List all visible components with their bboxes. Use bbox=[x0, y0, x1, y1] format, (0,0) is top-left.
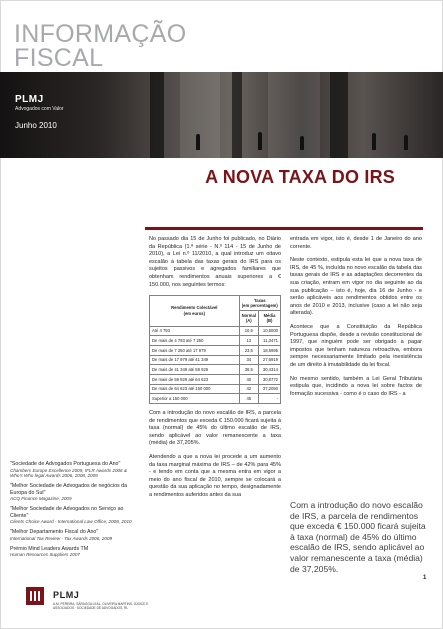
award-source: Human Resources Suppliers 2007 bbox=[10, 552, 80, 558]
banner-pillar bbox=[232, 72, 242, 158]
awards-list bbox=[10, 461, 138, 562]
header-rates-label: Taxas bbox=[254, 297, 266, 303]
banner-figure bbox=[372, 133, 376, 150]
banner-figure bbox=[404, 135, 408, 150]
award-source: Clients Choice Award - International Law Office, 2008, 2010 bbox=[10, 519, 132, 525]
cell-income: De mais de 17 979 até 41 349 bbox=[150, 355, 240, 365]
banner-background bbox=[0, 72, 443, 158]
article-column-1 bbox=[149, 236, 281, 506]
paragraph: No passado dia 15 de Junho foi publicado, no Diário da República (1.ª série - N.º 114 - 15 de Junho de 2010), a Lei n.º 11/2010, a qual introduz um oitavo escalão à tabela das taxas gerais do IRS para os sujeitos passivos e agregados familiares que obtenham rendimentos anuais superiores a € 150.000, nos seguintes termos: bbox=[149, 236, 281, 288]
cell-normal: 23,5 bbox=[239, 345, 258, 355]
table-row bbox=[150, 326, 281, 336]
award-item bbox=[10, 461, 138, 479]
award-title: "Melhor Sociedade de Advogados de negócios da Europa do Sul" bbox=[10, 483, 128, 496]
award-title: "Melhor Departamento Fiscal do Ano" bbox=[10, 529, 99, 536]
cell-normal: 34 bbox=[239, 355, 258, 365]
footer-subtitle: A.M. PEREIRA, SÁRAGGA LEAL, OLIVEIRA MARTINS, JÚDICE E ASSOCIADOS · SOCIEDADE DE ADVOGADOS, RL bbox=[53, 602, 149, 610]
cell-media: 11,3471 bbox=[259, 336, 281, 346]
header-rates-unit: (em percentagem) bbox=[241, 303, 278, 309]
banner-figure bbox=[258, 132, 262, 150]
cell-normal: 13 bbox=[239, 336, 258, 346]
paragraph: Acontece que a Constituição da República Portuguesa dispõe, desde a revisão constitucional de 1997, que ninguém pode ser obrigado a pagar impostos que tenham natureza retroactiva, embora sempre necessariamente limitado pela inexistência de um direito à imutabilidade da lei fiscal. bbox=[290, 323, 422, 368]
cell-media: 18,5995 bbox=[259, 345, 281, 355]
award-item bbox=[10, 529, 138, 541]
header-normal-unit: (A) bbox=[245, 318, 252, 324]
pull-quote: Com a introdução do novo escalão de IRS, a parcela de rendimentos que exceda € 150.000 ficará sujeita à taxa (normal) de 45% do último escalão de IRS, sendo aplicável ao valor remanescente a taxa (média) de 37,205%. bbox=[290, 500, 426, 574]
cell-income: Superior a 150 000 bbox=[150, 394, 240, 404]
cell-media: 30,8772 bbox=[259, 374, 281, 384]
brand-name: PLMJ bbox=[15, 94, 44, 105]
award-item bbox=[10, 506, 138, 525]
award-item bbox=[10, 546, 138, 558]
award-title: "Melhor Sociedade de Advogados no Serviço ao Cliente" bbox=[10, 506, 124, 519]
cell-media: - bbox=[259, 394, 281, 404]
cell-income: De mais de 7 250 até 17 979 bbox=[150, 345, 240, 355]
brand-tagline: Advogados com Valor bbox=[15, 106, 64, 112]
banner-figure bbox=[196, 134, 200, 150]
table-row bbox=[150, 374, 281, 384]
cell-media: 27,6919 bbox=[259, 355, 281, 365]
banner-pillar bbox=[150, 72, 164, 158]
cell-media: 10,5000 bbox=[259, 326, 281, 336]
brand-block bbox=[15, 94, 64, 130]
masthead bbox=[14, 20, 187, 72]
header-banner-photo bbox=[0, 72, 443, 158]
cell-normal: 10,5 bbox=[239, 326, 258, 336]
table-row bbox=[150, 336, 281, 346]
paragraph: No mesmo sentido, também a Lei Geral Tributária estipula que, incidindo a nova lei sobre factos de formação sucessiva - como é o caso do IRS - a bbox=[290, 375, 422, 397]
header-income-unit: (em euros) bbox=[183, 310, 205, 316]
award-item bbox=[10, 483, 138, 502]
banner-light bbox=[180, 72, 220, 158]
cell-normal: 45 bbox=[239, 394, 258, 404]
header-media-label: Média bbox=[263, 312, 276, 318]
table-header-media bbox=[259, 311, 281, 326]
table-row bbox=[150, 345, 281, 355]
banner-pillar bbox=[330, 72, 348, 158]
footer-brand: PLMJ bbox=[53, 590, 80, 600]
table-row bbox=[150, 365, 281, 375]
header-media-unit: (B) bbox=[266, 318, 273, 324]
table-header-rates bbox=[239, 296, 280, 311]
award-source: International Tax Review - Tax Awards 2006, 2009 bbox=[10, 535, 113, 541]
tax-rate-table bbox=[149, 295, 281, 404]
table-row bbox=[150, 355, 281, 365]
award-title: "Sociedade de Advogados Portuguesa do Ano" bbox=[10, 461, 121, 467]
table-header-row bbox=[150, 296, 281, 311]
cell-media: 37,2050 bbox=[259, 384, 281, 394]
table-row bbox=[150, 384, 281, 394]
header-income-label: Rendimento Colectável bbox=[171, 305, 218, 311]
plmj-logo-icon bbox=[26, 587, 44, 605]
table-row bbox=[150, 394, 281, 404]
cell-media: 30,4314 bbox=[259, 365, 281, 375]
banner-figure bbox=[300, 136, 304, 150]
banner-light bbox=[268, 72, 320, 158]
award-source: ACQ Finance Magazine, 2009 bbox=[10, 496, 72, 502]
headline-rule bbox=[145, 227, 423, 230]
paragraph: Com a introdução do novo escalão de IRS, a parcela de rendimentos que exceda € 150.000 ficará sujeita à taxa (normal) de 45% do último escalão de IRS, sendo aplicável ao valor remanescente a taxa (média) de 37,205%. bbox=[149, 410, 281, 447]
cell-income: De mais de 41 349 até 59 926 bbox=[150, 365, 240, 375]
logo-stripe bbox=[38, 591, 40, 601]
award-title: Prémio Mind Leaders Awards TM bbox=[10, 545, 89, 552]
table-header-normal bbox=[239, 311, 258, 326]
table-header-income bbox=[150, 296, 240, 326]
article-headline: A NOVA TAXA DO IRS bbox=[205, 167, 395, 187]
issue-date: Junho 2010 bbox=[15, 121, 57, 130]
cell-income: De mais de 4 793 até 7 250 bbox=[150, 336, 240, 346]
header-normal-label: Normal bbox=[241, 312, 256, 318]
cell-normal: 40 bbox=[239, 374, 258, 384]
cell-normal: 36,5 bbox=[239, 365, 258, 375]
cell-income: De mais de 64 623 até 150 000 bbox=[150, 384, 240, 394]
logo-stripe bbox=[30, 591, 32, 601]
award-source: Chambers Europe Excellence 2009, IFLR Awards 2006 & Who's Who legal Awards 2006, 2008, 2009 bbox=[10, 467, 127, 479]
cell-income: De mais de 59 926 até 64 623 bbox=[150, 374, 240, 384]
paragraph: Atendendo a que a nova lei procede a um aumento da taxa marginal máxima de IRS – de 42% para 45% - e tendo em conta que a mesma entra em vigor a meio do ano fiscal de 2010, sempre se colocará a questão da sua aplicação no tempo, designadamente a rendimentos auferidos antes da sua bbox=[149, 454, 281, 498]
paragraph: Neste contexto, estipula esta lei que a nova taxa de IRS, de 45 %, incluída no novo escalão da tabela das taxas gerais de IRS e as adaptações decorrentes da sua criação, entram em vigor no dia seguinte ao da sua publicação – isto é, hoje, dia 16 de Junho - e serão aplicáveis aos rendimentos obtidos entre os anos de 2010 e 2013, inclusive (caso a lei não seja alterada). bbox=[290, 257, 422, 317]
masthead-line-2: FISCAL bbox=[14, 44, 104, 72]
masthead-line-1: INFORMAÇÃO bbox=[14, 20, 187, 48]
article-column-2 bbox=[290, 236, 422, 404]
page-number: 1 bbox=[423, 575, 427, 581]
logo-stripe bbox=[34, 591, 36, 601]
cell-income: Até 4 793 bbox=[150, 326, 240, 336]
cell-normal: 42 bbox=[239, 384, 258, 394]
paragraph: entrada em vigor, isto é, desde 1 de Janeiro do ano corrente. bbox=[290, 236, 422, 250]
